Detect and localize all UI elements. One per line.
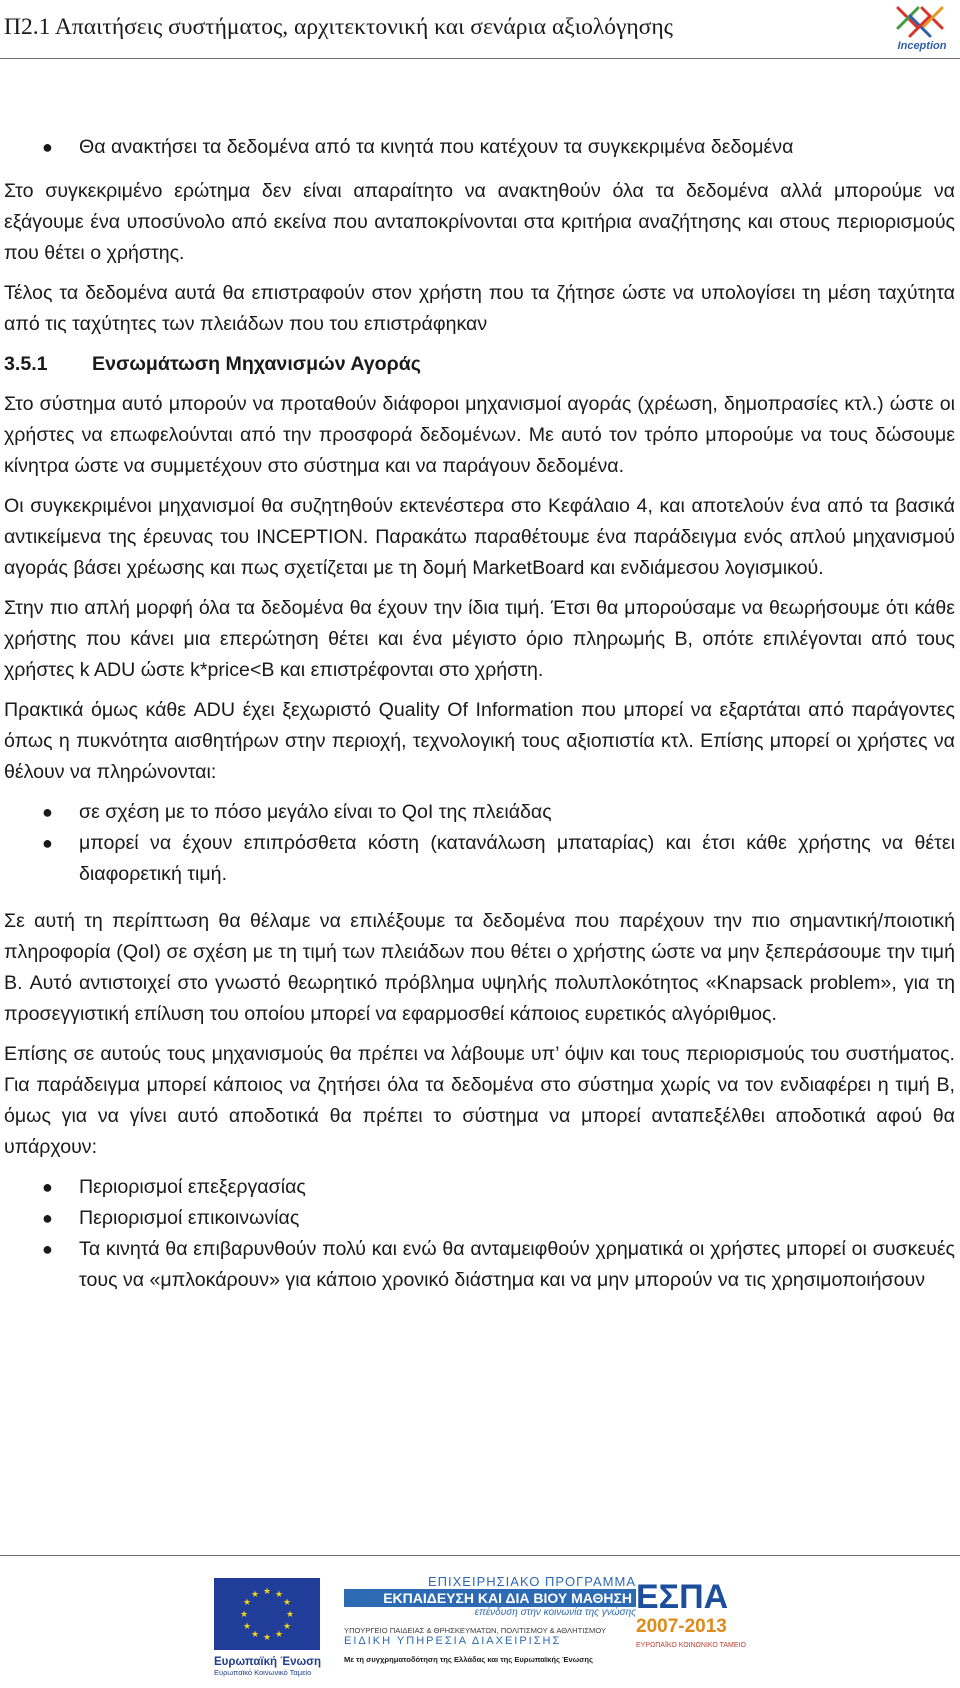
section-number: 3.5.1 [4,353,48,375]
section-title: Ενσωμάτωση Μηχανισμών Αγοράς [92,353,421,375]
espa-logo [636,1578,766,1649]
ministry-name: ΥΠΟΥΡΓΕΙΟ ΠΑΙΔΕΙΑΣ & ΘΡΗΣΚΕΥΜΑΤΩΝ, ΠΟΛΙΤΙΣΜΟΥ & ΑΘΛΗΤΙΣΜΟΥ [344,1626,607,1635]
paragraph: Πρακτικά όμως κάθε ADU έχει ξεχωριστό Quality Of Information που μπορεί να εξαρτάται από παράγοντες όπως η πυκνότητα αισθητήρων στην περιοχή, τεχνολογική τους αξιοπιστία κτλ. Επίσης μπορεί οι χρήστες να θέλουν να πληρώνονται: [4,699,955,783]
svg-text:★: ★ [250,1630,260,1640]
svg-text:★: ★ [274,1590,284,1600]
svg-text:★: ★ [262,1587,272,1597]
list-item [4,797,955,828]
op-slogan: επένδυση στην κοινωνία της γνώσης [474,1607,636,1618]
paragraph: Στην πιο απλή μορφή όλα τα δεδομένα θα έχουν την ίδια τιμή. Έτσι θα μπορούσαμε να θεωρήσουμε ότι κάθε χρήστης που κάνει μια επερώτηση θέτει και ένα μέγιστο όριο πληρωμής B, οπότε επιλέγονται από τους χρήστες k ADU ώστε k*price<B και επιστρέφονται στο χρήστη. [4,597,955,681]
paragraph: Επίσης σε αυτούς τους μηχανισμούς θα πρέπει να λάβουμε υπ’ όψιν και τους περιορισμούς του συστήματος. Για παράδειγμα μπορεί κάποιος να ζητήσει όλα τα δεδομένα στο σύστημα χωρίς να τον ενδιαφέρει η τιμή B, όμως για να γίνει αυτό αποδοτικά θα πρέπει το σύστημα να μπορεί ανταπεξέλθει αποδοτικά αφού θα υπάρχουν: [4,1043,955,1158]
svg-text:★: ★ [239,1610,249,1620]
eu-label: Ευρωπαϊκή Ένωση [214,1656,322,1668]
paragraph: Τέλος τα δεδομένα αυτά θα επιστραφούν στον χρήστη που τα ζήτησε ώστε να υπολογίσει τη μέση ταχύτητα από τις ταχύτητες των πλειάδων που του επιστράφηκαν [4,282,955,335]
bullet-icon: ● [42,802,53,822]
espa-subtitle: ΕΥΡΩΠΑΪΚΟ ΚΟΙΝΩΝΙΚΟ ΤΑΜΕΙΟ [636,1642,746,1649]
list-item-text: Θα ανακτήσει τα δεδομένα από τα κινητά που κατέχουν τα συγκεκριμένα δεδομένα [79,136,794,158]
logo-text: Inception [897,40,947,52]
paragraph: Οι συγκεκριμένοι μηχανισμοί θα συζητηθούν εκτενέστερα στο Κεφάλαιο 4, και αποτελούν ένα από τα βασικά αντικείμενα της έρευνας του INCEPTION. Παρακάτω παραθέτουμε ένα παράδειγμα ενός απλού μηχανισμού αγοράς βάσει χρέωσης και πως σχετίζεται με τη δομή MarketBoard και ενδιάμεσου λογισμικού. [4,495,955,579]
section-heading [4,349,955,380]
svg-text:★: ★ [242,1622,252,1632]
list-item [4,1203,955,1234]
list-item [4,828,955,890]
paragraph: Στο σύστημα αυτό μπορούν να προταθούν διάφοροι μηχανισμοί αγοράς (χρέωση, δημοπρασίες κτλ.) ώστε οι χρήστες να επωφελούνται από την προσφορά δεδομένων. Με αυτό τον τρόπο μπορούμε να τους δώσουμε κίνητρα ώστε να συμμετέχουν στο σύστημα και να παράγουν δεδομένα. [4,393,955,477]
bullet-list [4,797,955,890]
eu-logo [214,1578,322,1677]
paragraph: Στο συγκεκριμένο ερώτημα δεν είναι απαραίτητο να ανακτηθούν όλα τα δεδομένα αλλά μπορούμε να εξάγουμε ένα υποσύνολο από εκείνα που ανταποκρίνονται στα κριτήρια αναζήτησης και στους περιορισμούς που θέτει ο χρήστης. [4,180,955,264]
list-item-text: μπορεί να έχουν επιπρόσθετα κόστη (κατανάλωση μπαταρίας) και έτσι κάθε χρήστης να θέτει διαφορετική τιμή. [79,832,955,885]
bullet-icon: ● [42,1177,53,1197]
page-footer [0,1570,960,1688]
svg-text:★: ★ [282,1622,292,1632]
list-item-text: Τα κινητά θα επιβαρυνθούν πολύ και ενώ θα ανταμειφθούν χρηματικά οι χρήστες μπορεί οι συσκευές τους να «μπλοκάρουν» για κάποιο χρονικό διάστημα και να μην μπορούν να τις χρησιμοποιήσουν [79,1238,955,1291]
cofunding-note: Με τη συγχρηματοδότηση της Ελλάδας και της Ευρωπαϊκής Ένωσης [344,1655,593,1664]
paragraph: Σε αυτή τη περίπτωση θα θέλαμε να επιλέξουμε τα δεδομένα που παρέχουν την πιο σημαντική/ποιοτική πληροφορία (QoI) σε σχέση με τη τιμή των πλειάδων που θέτει ο χρήστης ώστε να μην ξεπεράσουμε την τιμή B. Αυτό αντιστοιχεί στο γνωστό θεωρητικό πρόβλημα υψηλής πολυπλοκότητος «Knapsack problem», για τη προσεγγιστική επίλυση του οποίου μπορεί να εφαρμοσθεί κάποιος ευρετικός αλγόριθμος. [4,910,955,1025]
list-item [4,1234,955,1296]
eu-flag-icon [214,1578,320,1650]
managing-authority: ΕΙΔΙΚΗ ΥΠΗΡΕΣΙΑ ΔΙΑΧΕΙΡΙΣΗΣ [344,1635,562,1647]
svg-text:★: ★ [282,1598,292,1608]
op-title: ΕΠΙΧΕΙΡΗΣΙΑΚΟ ΠΡΟΓΡΑΜΜΑ [427,1574,636,1589]
espa-title: ΕΣΠΑ [636,1578,729,1616]
espa-years: 2007-2013 [636,1616,727,1637]
list-item [4,1172,955,1203]
bullet-icon: ● [42,137,53,157]
list-item-text: Περιορισμοί επεξεργασίας [79,1176,306,1198]
bullet-icon: ● [42,1208,53,1228]
footer-divider [0,1555,960,1556]
list-item-text: Περιορισμοί επικοινωνίας [79,1207,300,1229]
document-body [4,132,955,1306]
document-title: Π2.1 Απαιτήσεις συστήματος, αρχιτεκτονική και σενάρια αξιολόγησης [4,14,673,40]
op-name: ΕΚΠΑΙΔΕΥΣΗ ΚΑΙ ΔΙΑ ΒΙΟΥ ΜΑΘΗΣΗ [344,1589,636,1607]
bullet-icon: ● [42,1239,53,1259]
inception-logo [888,4,956,54]
bullet-icon: ● [42,833,53,853]
bullet-list [4,1172,955,1296]
svg-text:★: ★ [242,1598,252,1608]
svg-text:★: ★ [274,1630,284,1640]
svg-text:★: ★ [250,1590,260,1600]
svg-text:★: ★ [262,1633,272,1643]
svg-text:★: ★ [285,1610,295,1620]
page-header [0,0,960,59]
list-item-text: σε σχέση με το πόσο μεγάλο είναι το QoI της πλειάδας [79,801,552,823]
operational-programme-logo [344,1574,636,1664]
list-item [4,132,955,163]
eu-sublabel: Ευρωπαϊκό Κοινωνικό Ταμείο [214,1668,312,1677]
inception-logo-icon [888,4,956,54]
